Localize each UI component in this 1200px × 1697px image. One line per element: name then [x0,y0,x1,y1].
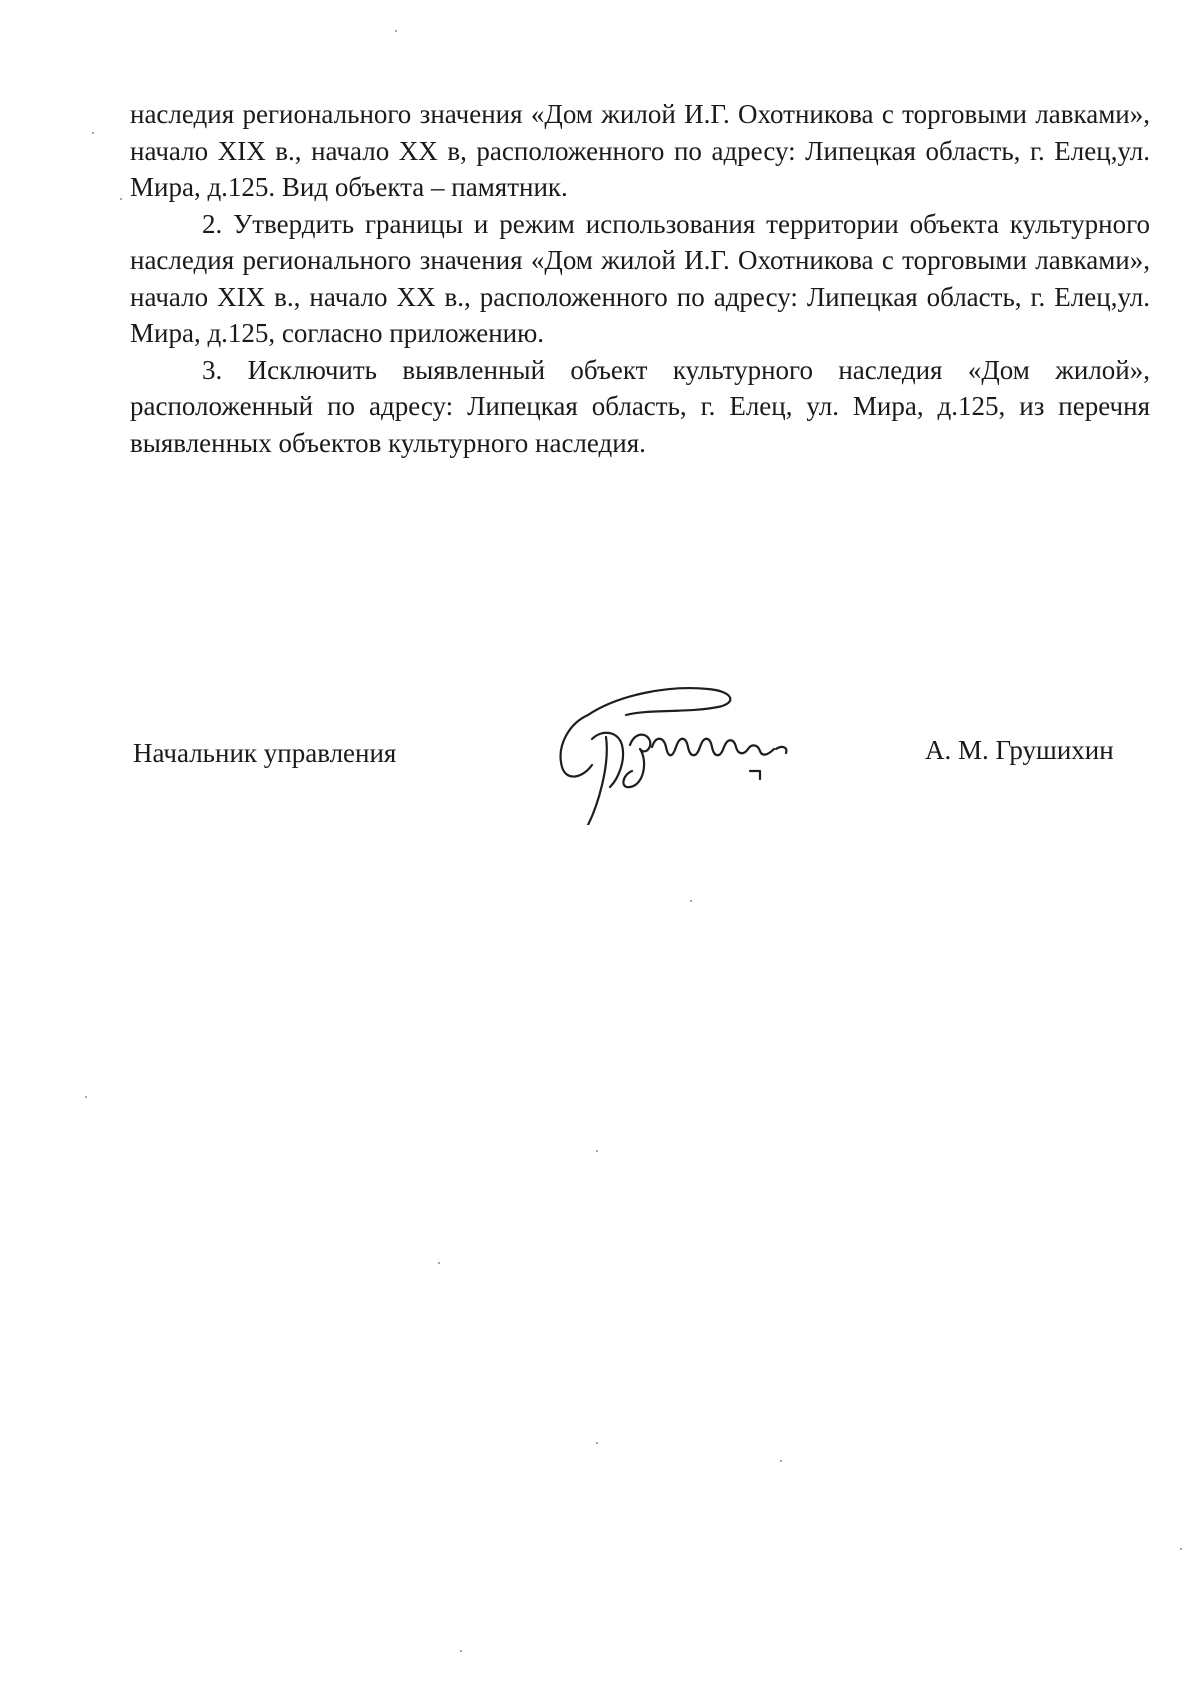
scan-speck [92,132,94,134]
scan-speck [120,198,122,200]
scan-speck [596,1442,598,1444]
scan-speck [1180,1548,1182,1550]
scan-speck [780,1460,782,1462]
scan-speck [460,1650,462,1652]
scan-speck [596,1150,598,1152]
signer-name: А. М. Грушихин [925,735,1114,765]
scan-speck [438,1262,440,1264]
paragraph-item-2: 2. Утвердить границы и режим использования территории объекта культурного наследия регионального значения «Дом жилой И.Г. Охотникова с торговыми лавками», начало XIX в., начало XX в., расположенного по адресу: Липецкая область, г. Елец,ул. Мира, д.125, согласно приложению. [130,208,1150,348]
scan-speck [85,1096,87,1098]
paragraph-continuation: наследия регионального значения «Дом жилой И.Г. Охотникова с торговыми лавками», начало XIX в., начало XX в, расположенного по адресу: Липецкая область, г. Елец,ул. Мира, д.125. Вид объекта – памятник. [130,99,1150,202]
handwritten-signature-icon [548,675,848,825]
signer-position: Начальник управления [133,738,397,768]
signature-block [0,735,1200,855]
document-body [130,96,1150,461]
paragraph-item-3: 3. Исключить выявленный объект культурного наследия «Дом жилой», расположенный по адресу: Липецкая область, г. Елец, ул. Мира, д.125, из перечня выявленных объектов культурного наследия. [130,354,1150,458]
scan-speck [395,30,397,32]
scan-speck [690,900,692,902]
